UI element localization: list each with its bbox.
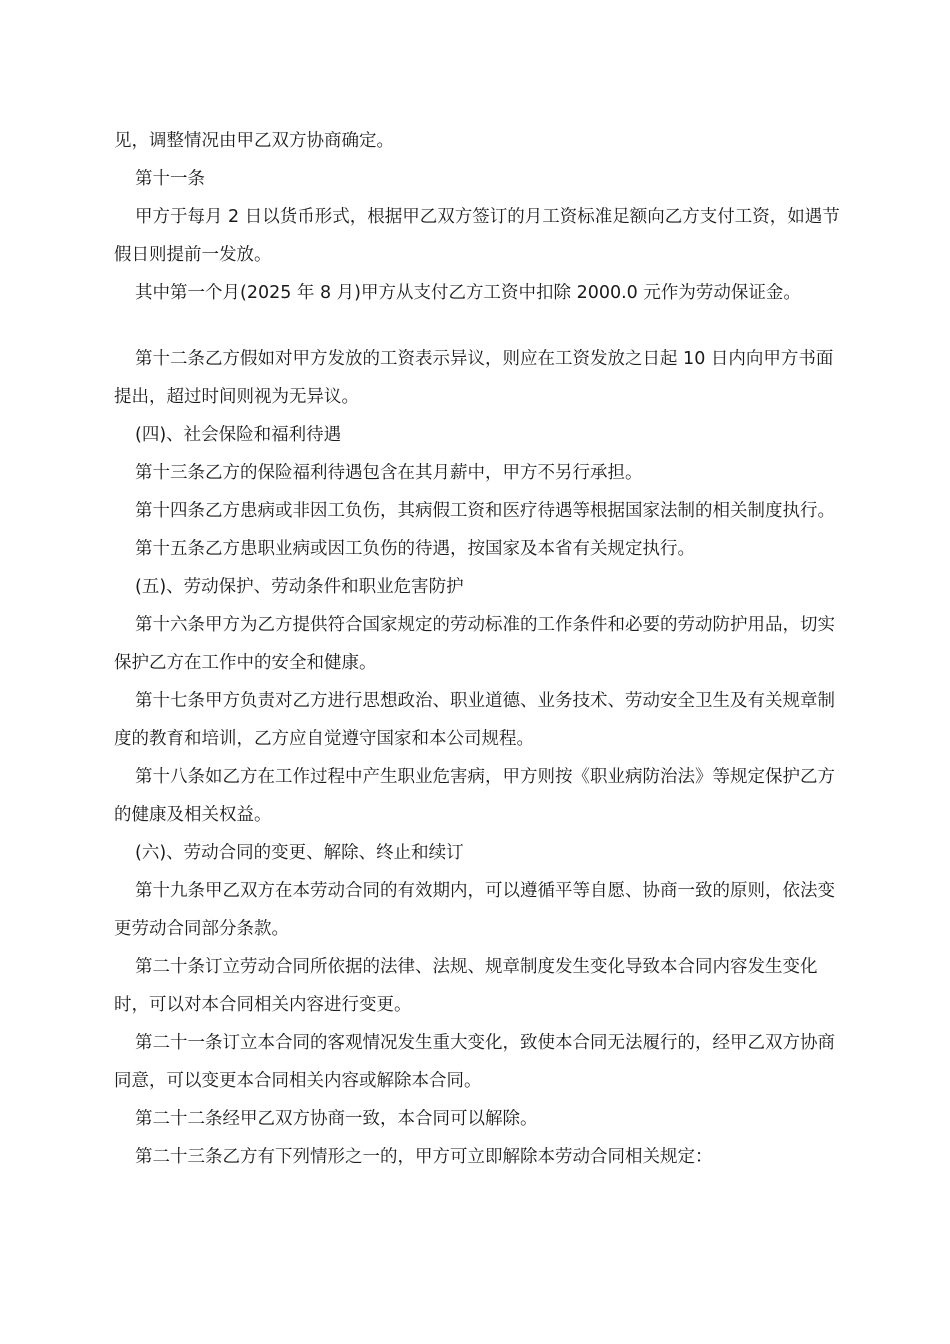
- article-22: 第二十二条经甲乙双方协商一致，本合同可以解除。: [135, 1109, 538, 1129]
- section-4-heading: (四)、社会保险和福利待遇: [135, 425, 342, 445]
- article-11-deposit: 其中第一个月(2025 年 8 月)甲方从支付乙方工资中扣除 2000.0 元作为劳动保证金。: [135, 283, 801, 303]
- article-17: 第十七条甲方负责对乙方进行思想政治、职业道德、业务技术、劳动安全卫生及有关规章制度的教育和培训，乙方应自觉遵守国家和本公司规程。: [114, 691, 835, 749]
- article-19: 第十九条甲乙双方在本劳动合同的有效期内，可以遵循平等自愿、协商一致的原则，依法变更劳动合同部分条款。: [114, 881, 835, 939]
- article-12: 第十二条乙方假如对甲方发放的工资表示异议，则应在工资发放之日起 10 日内向甲方书面提出，超过时间则视为无异议。: [114, 349, 834, 407]
- section-5-heading: (五)、劳动保护、劳动条件和职业危害防护: [135, 577, 464, 597]
- article-18: 第十八条如乙方在工作过程中产生职业危害病，甲方则按《职业病防治法》等规定保护乙方的健康及相关权益。: [114, 767, 835, 825]
- article-21: 第二十一条订立本合同的客观情况发生重大变化，致使本合同无法履行的，经甲乙双方协商同意，可以变更本合同相关内容或解除本合同。: [114, 1033, 835, 1091]
- article-15: 第十五条乙方患职业病或因工负伤的待遇，按国家及本省有关规定执行。: [135, 539, 695, 559]
- article-14: 第十四条乙方患病或非因工负伤，其病假工资和医疗待遇等根据国家法制的相关制度执行。: [135, 501, 835, 521]
- article-16: 第十六条甲方为乙方提供符合国家规定的劳动标准的工作条件和必要的劳动防护用品，切实保护乙方在工作中的安全和健康。: [114, 615, 835, 673]
- document-body: [114, 122, 850, 1176]
- paragraph-continuation: 见，调整情况由甲乙双方协商确定。: [114, 131, 394, 151]
- article-11-payment: 甲方于每月 2 日以货币形式，根据甲乙双方签订的月工资标准足额向乙方支付工资，如遇节假日则提前一发放。: [114, 207, 840, 265]
- article-20: 第二十条订立劳动合同所依据的法律、法规、规章制度发生变化导致本合同内容发生变化时，可以对本合同相关内容进行变更。: [114, 957, 818, 1015]
- article-13: 第十三条乙方的保险福利待遇包含在其月薪中，甲方不另行承担。: [135, 463, 643, 483]
- article-23: 第二十三条乙方有下列情形之一的，甲方可立即解除本劳动合同相关规定：: [135, 1147, 713, 1167]
- blank-gap: [114, 312, 850, 340]
- section-6-heading: (六)、劳动合同的变更、解除、终止和续订: [135, 843, 464, 863]
- article-11-heading: 第十一条: [135, 169, 205, 189]
